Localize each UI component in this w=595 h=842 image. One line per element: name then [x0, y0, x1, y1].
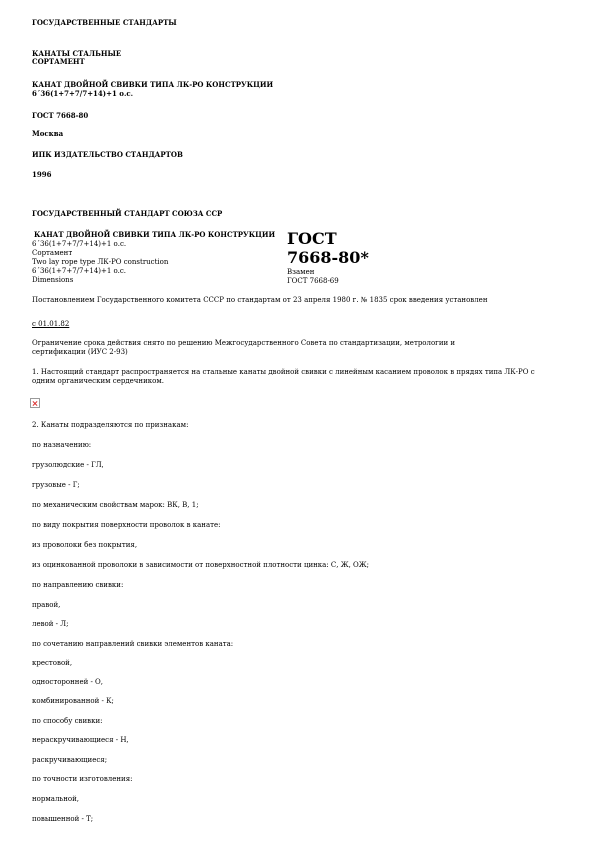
header-org: ГОСУДАРСТВЕННЫЙ СТАНДАРТ СОЮЗА ССР: [32, 209, 223, 218]
replaced-label: Взамен: [287, 268, 315, 276]
list-item: по способу свивки:: [32, 717, 103, 725]
gost-label: ГОСТ: [287, 229, 337, 248]
list-item: по назначению:: [32, 441, 92, 449]
header-en-title2: 6´36(1+7+7/7+14)+1 o.c.: [32, 267, 127, 275]
list-item: правой,: [32, 601, 61, 609]
list-item: крестовой,: [32, 659, 73, 667]
list-item: левой - Л;: [32, 620, 69, 628]
list-item: грузовые - Г;: [32, 481, 80, 489]
cover-standard-number: ГОСТ 7668-80: [32, 111, 89, 120]
header-ru-title1: КАНАТ ДВОЙНОЙ СВИВКИ ТИПА ЛК-РО КОНСТРУКЦИИ: [34, 230, 276, 239]
list-item: по направлению свивки:: [32, 581, 124, 589]
effective-date: с 01.01.82: [32, 320, 70, 328]
cover-publisher: ИПК ИЗДАТЕЛЬСТВО СТАНДАРТОВ: [32, 150, 183, 159]
cover-subtitle-line1: КАНАТ ДВОЙНОЙ СВИВКИ ТИПА ЛК-РО КОНСТРУКЦИИ: [32, 80, 274, 89]
list-item: по виду покрытия поверхности проволок в канате:: [32, 521, 221, 529]
list-item: повышенной - Т;: [32, 815, 94, 823]
header-ru-sortament: Сортамент: [32, 249, 73, 257]
header-en-dimensions: Dimensions: [32, 276, 74, 284]
limit-line1: Ограничение срока действия снято по решению Межгосударственного Совета по стандартизации, метрологии и: [32, 339, 456, 347]
list-item: нормальной,: [32, 795, 80, 803]
list-item: грузолюдские - ГЛ,: [32, 461, 104, 469]
item2: 2. Канаты подразделяются по признакам:: [32, 421, 189, 429]
cover-subtitle-line2: 6´36(1+7+7/7+14)+1 о.с.: [32, 89, 134, 98]
header-ru-title2: 6´36(1+7+7/7+14)+1 о.с.: [32, 240, 127, 248]
list-item: нераскручивающиеся - Н,: [32, 736, 129, 744]
decree-text: Постановлением Государственного комитета СССР по стандартам от 23 апреля 1980 г. № 1835 срок введения установлен: [32, 296, 488, 304]
list-item: по механическим свойствам марок: ВК, В, 1;: [32, 501, 199, 509]
header-en-title1: Two lay rope type ЛК-РО construction: [32, 258, 169, 266]
list-item: раскручивающиеся;: [32, 756, 108, 764]
gost-number: 7668-80*: [287, 248, 369, 267]
cover-city: Москва: [32, 129, 64, 138]
cover-year: 1996: [32, 170, 52, 179]
cover-series: ГОСУДАРСТВЕННЫЕ СТАНДАРТЫ: [32, 18, 177, 27]
list-item: по точности изготовления:: [32, 775, 133, 783]
item1-line1: 1. Настоящий стандарт распространяется на стальные канаты двойной свивки с линейным касанием проволок в прядях типа ЛК-РО с: [32, 368, 535, 376]
cover-title-line1: КАНАТЫ СТАЛЬНЫЕ: [32, 49, 122, 58]
broken-image-icon: [30, 398, 40, 408]
limit-line2: сертификации (ИУС 2-93): [32, 348, 128, 356]
list-item: по сочетанию направлений свивки элементов каната:: [32, 640, 234, 648]
replaced-number: ГОСТ 7668-69: [287, 277, 339, 285]
list-item: из оцинкованной проволоки в зависимости от поверхностной плотности цинка: С, Ж, ОЖ;: [32, 561, 369, 569]
list-item: комбинированной - К;: [32, 697, 114, 705]
item1-line2: одним органическим сердечником.: [32, 377, 165, 385]
list-item: односторонней - О,: [32, 678, 104, 686]
list-item: из проволоки без покрытия,: [32, 541, 138, 549]
cover-title-line2: СОРТАМЕНТ: [32, 57, 85, 66]
